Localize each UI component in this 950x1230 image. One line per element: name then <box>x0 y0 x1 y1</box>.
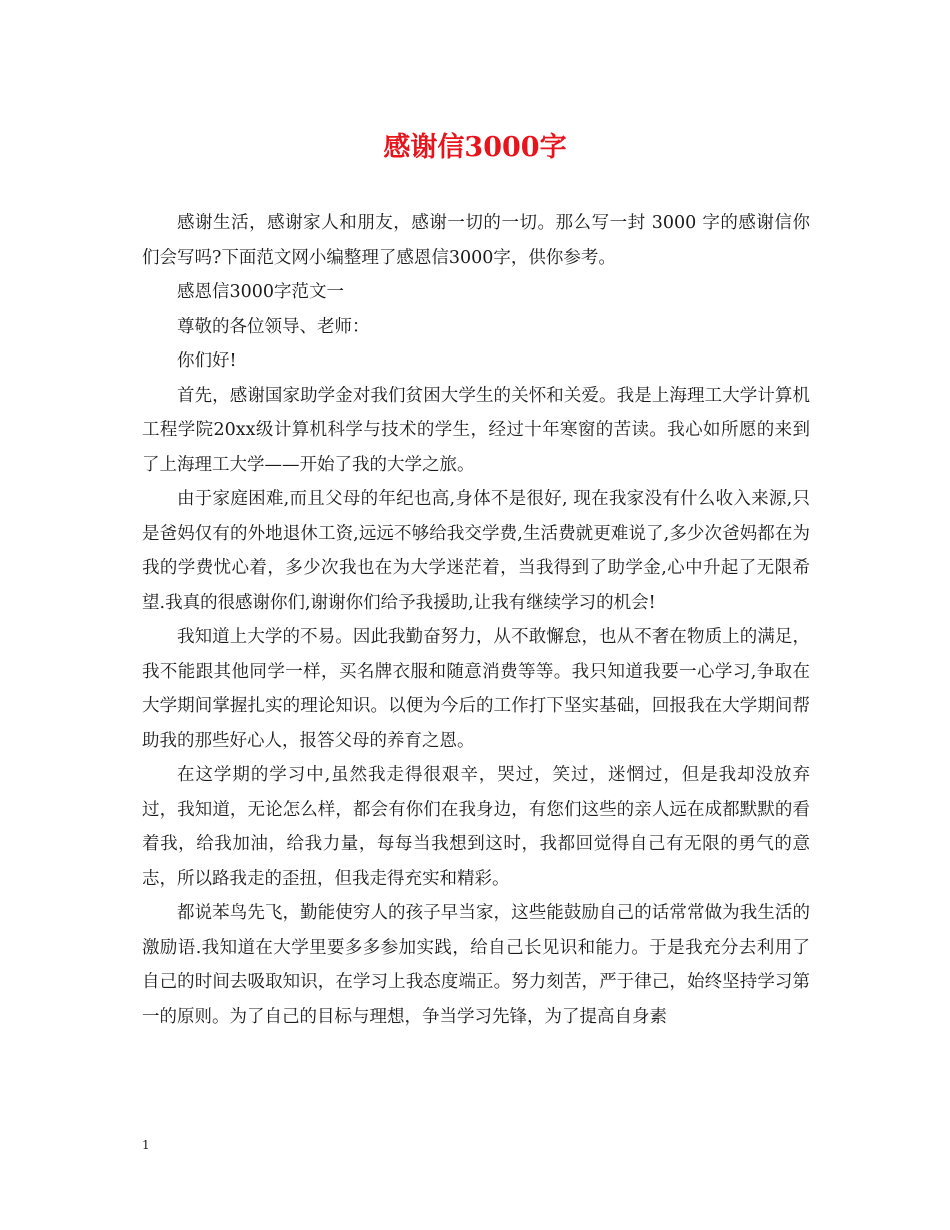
paragraph-intro: 感谢生活，感谢家人和朋友，感谢一切的一切。那么写一封 3000 字的感谢信你们会写吗?下面范文网小编整理了感恩信3000字，供你参考。 <box>142 213 810 268</box>
paragraph-salutation: 尊敬的各位领导、老师： <box>177 316 370 337</box>
page-number: 1 <box>142 1138 150 1152</box>
document-body <box>142 206 810 1034</box>
paragraph-body-2: 由于家庭困难,而且父母的年纪也高,身体不是很好, 现在我家没有什么收入来源,只是爸妈仅有的外地退休工资,远远不够给我交学费,生活费就更难说了,多少次爸妈都在为我的学费忧心着，多少次我也在为大学迷茫着，当我得到了助学金,心中升起了无限希望.我真的很感谢你们,谢谢你们给予我援助,让我有继续学习的机会! <box>142 489 810 613</box>
paragraph-body-1: 首先，感谢国家助学金对我们贫困大学生的关怀和关爱。我是上海理工大学计算机工程学院20xx级计算机科学与技术的学生，经过十年寒窗的苦读。我心如所愿的来到了上海理工大学——开始了我的大学之旅。 <box>142 385 810 475</box>
paragraph-body-5: 都说苯鸟先飞，勤能使穷人的孩子早当家，这些能鼓励自己的话常常做为我生活的激励语.我知道在大学里要多多参加实践，给自己长见识和能力。于是我充分去利用了自己的时间去吸取知识，在学习上我态度端正。努力刻苦，严于律己，始终坚持学习第一的原则。为了自己的目标与理想，争当学习先锋，为了提高自身素 <box>142 903 810 1027</box>
paragraph-subheading: 感恩信3000字范文一 <box>177 282 345 302</box>
paragraph-greeting: 你们好! <box>177 351 237 371</box>
paragraph-body-4: 在这学期的学习中,虽然我走得很艰辛，哭过，笑过，迷惘过，但是我却没放弃过，我知道，无论怎么样，都会有你们在我身边，有您们这些的亲人远在成都默默的看着我，给我加油，给我力量，每每当我想到这时，我都回觉得自己有无限的勇气的意志，所以路我走的歪扭，但我走得充实和精彩。 <box>142 765 810 889</box>
document-title: 感谢信3000字 <box>383 132 567 163</box>
paragraph-body-3: 我知道上大学的不易。因此我勤奋努力，从不敢懈怠，也从不奢在物质上的满足，我不能跟其他同学一样，买名牌衣服和随意消费等等。我只知道我要一心学习,争取在大学期间掌握扎实的理论知识。以便为今后的工作打下坚实基础，回报我在大学期间帮助我的那些好心人，报答父母的养育之恩。 <box>142 627 810 751</box>
